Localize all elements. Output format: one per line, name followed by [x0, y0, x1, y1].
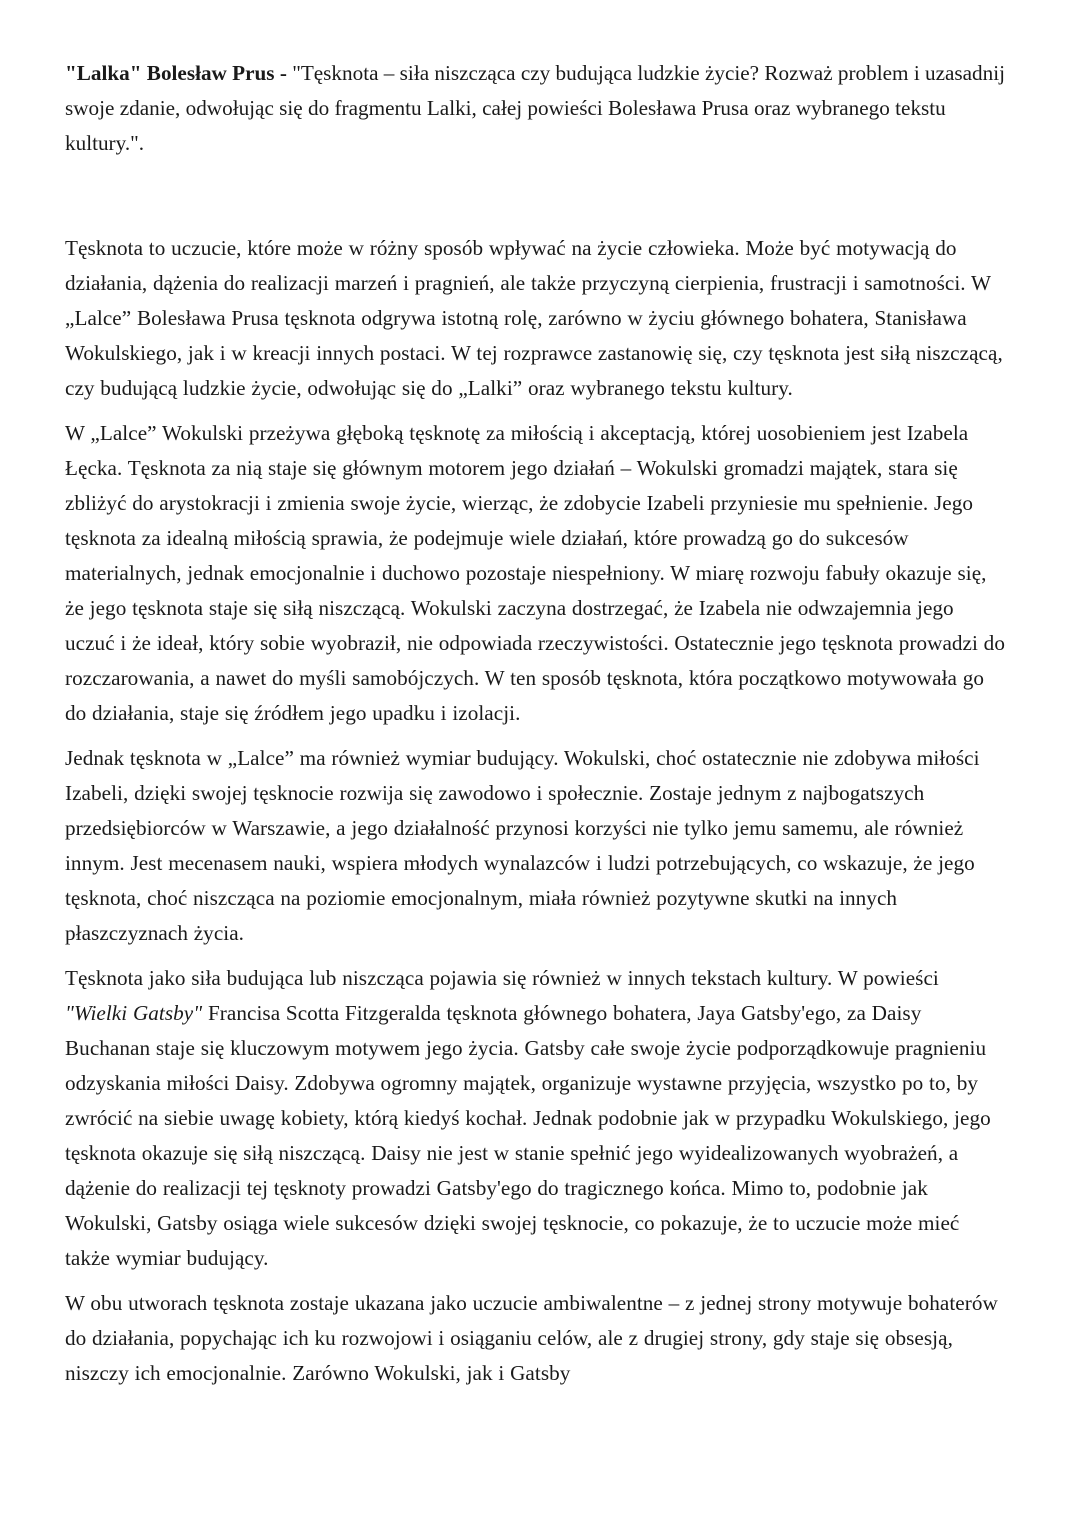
- book-title-wielki-gatsby: "Wielki Gatsby": [65, 1001, 203, 1025]
- essay-prompt-text: "Tęsknota – siła niszcząca czy budująca ludzkie życie? Rozważ problem i uzasadnij swoje zdanie, odwołując się do fragmentu Lalki, całej powieści Bolesława Prusa oraz wybranego tekstu kultury.".: [65, 61, 1006, 155]
- paragraph-intro: Tęsknota to uczucie, które może w różny sposób wpływać na życie człowieka. Może być motywacją do działania, dążenia do realizacji marzeń i pragnień, ale także przyczyną cierpienia, frustracji i samotności. W „Lalce” Bolesława Prusa tęsknota odgrywa istotną rolę, zarówno w życiu głównego bohatera, Stanisława Wokulskiego, jak i w kreacji innych postaci. W tej rozprawce zastanowię się, czy tęsknota jest siłą niszczącą, czy budującą ludzkie życie, odwołując się do „Lalki” oraz wybranego tekstu kultury.: [65, 236, 1003, 400]
- empty-spacer-paragraph: [65, 161, 1005, 231]
- gatsby-text-after: Francisa Scotta Fitzgeralda tęsknota głównego bohatera, Jaya Gatsby'ego, za Daisy Buchanan staje się kluczowym motywem jego życia. Gatsby całe swoje życie podporządkowuje pragnieniu odzyskania miłości Daisy. Zdobywa ogromny majątek, organizuje wystawne przyjęcia, wszystko po to, by zwrócić na siebie uwagę kobiety, którą kiedyś kochał. Jednak podobnie jak w przypadku Wokulskiego, jego tęsknota okazuje się siłą niszczącą. Daisy nie jest w stanie spełnić jego wyidealizowanych wyobrażeń, a dążenie do realizacji tej tęsknoty prowadzi Gatsby'ego do tragicznego końca. Mimo to, podobnie jak Wokulski, Gatsby osiąga wiele sukcesów dzięki swojej tęsknocie, co pokazuje, że to uczucie może mieć także wymiar budujący.: [65, 1001, 991, 1270]
- document-body: [65, 56, 1005, 1391]
- gatsby-text-before: Tęsknota jako siła budująca lub niszcząca pojawia się również w innych tekstach kultury. W powieści: [65, 966, 939, 990]
- paragraph-wokulski-destructive: W „Lalce” Wokulski przeżywa głęboką tęsknotę za miłością i akceptacją, której uosobieniem jest Izabela Łęcka. Tęsknota za nią staje się głównym motorem jego działań – Wokulski gromadzi majątek, stara się zbliżyć do arystokracji i zmienia swoje życie, wierząc, że zdobycie Izabeli przyniesie mu spełnienie. Jego tęsknota za idealną miłością sprawia, że podejmuje wiele działań, które prowadzą go do sukcesów materialnych, jednak emocjonalnie i duchowo pozostaje niespełniony. W miarę rozwoju fabuły okazuje się, że jego tęsknota staje się siłą niszczącą. Wokulski zaczyna dostrzegać, że Izabela nie odwzajemnia jego uczuć i że ideał, który sobie wyobraził, nie odpowiada rzeczywistości. Ostatecznie jego tęsknota prowadzi do rozczarowania, a nawet do myśli samobójczych. W ten sposób tęsknota, która początkowo motywowała go do działania, staje się źródłem jego upadku i izolacji.: [65, 421, 1005, 725]
- paragraph-conclusion: W obu utworach tęsknota zostaje ukazana jako uczucie ambiwalentne – z jednej strony motywuje bohaterów do działania, popychając ich ku rozwojowi i osiąganiu celów, ale z drugiej strony, gdy staje się obsesją, niszczy ich emocjonalnie. Zarówno Wokulski, jak i Gatsby: [65, 1291, 998, 1385]
- essay-prompt-heading: [65, 56, 1005, 161]
- essay-title-bold: "Lalka" Bolesław Prus -: [65, 61, 293, 85]
- paragraph-gatsby: [65, 961, 1005, 1276]
- paragraph-wokulski-constructive: Jednak tęsknota w „Lalce” ma również wymiar budujący. Wokulski, choć ostatecznie nie zdobywa miłości Izabeli, dzięki swojej tęsknocie rozwija się zawodowo i społecznie. Zostaje jednym z najbogatszych przedsiębiorców w Warszawie, a jego działalność przynosi korzyści nie tylko jemu samemu, ale również innym. Jest mecenasem nauki, wspiera młodych wynalazców i ludzi potrzebujących, co wskazuje, że jego tęsknota, choć niszcząca na poziomie emocjonalnym, miała również pozytywne skutki na innych płaszczyznach życia.: [65, 746, 980, 945]
